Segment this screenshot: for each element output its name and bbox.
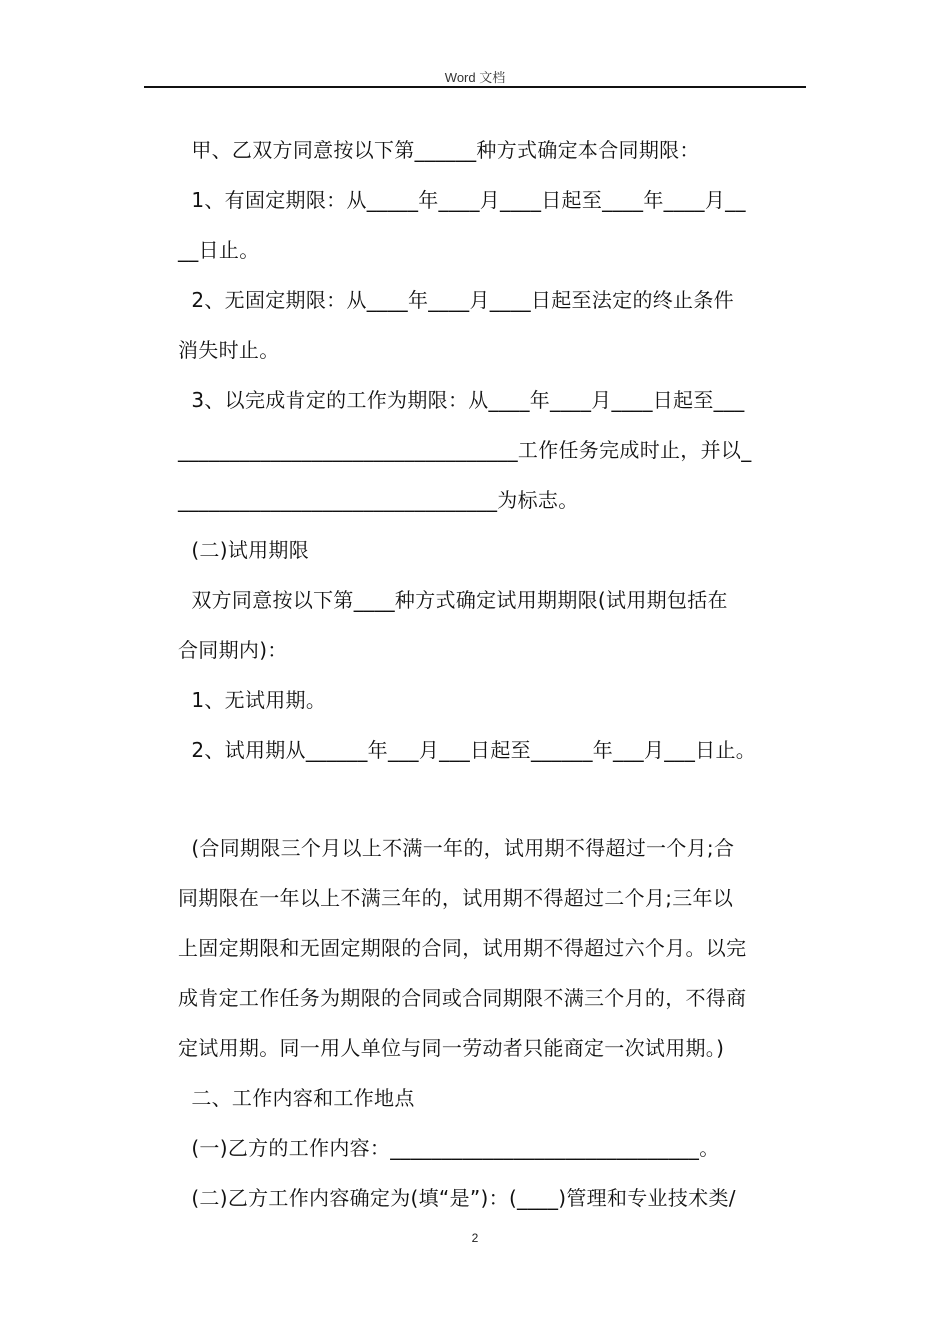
paragraph-line: _______________________________为标志。	[178, 488, 579, 512]
page-header: Word 文档	[444, 70, 506, 85]
paragraph-line: (一)乙方的工作内容：______________________________。	[178, 1136, 720, 1160]
paragraph-line: 3、以完成肯定的工作为期限：从____年____月____日起至___	[178, 388, 745, 412]
paragraph-line: (合同期限三个月以上不满一年的，试用期不得超过一个月;合	[178, 836, 735, 860]
paragraph-line: 消失时止。	[178, 338, 280, 362]
paragraph-line: 成肯定工作任务为期限的合同或合同期限不满三个月的，不得商	[178, 986, 747, 1010]
paragraph-line: 甲、乙双方同意按以下第______种方式确定本合同期限：	[178, 138, 700, 162]
paragraph-line: 上固定期限和无固定期限的合同，试用期不得超过六个月。以完	[178, 936, 747, 960]
paragraph-line: 1、无试用期。	[178, 688, 327, 712]
paragraph-line: 2、试用期从______年___月___日起至______年___月___日止。	[178, 738, 757, 762]
paragraph-line: 同期限在一年以上不满三年的，试用期不得超过二个月;三年以	[178, 886, 734, 910]
paragraph-line: 1、有固定期限：从_____年____月____日起至____年____月__	[178, 188, 746, 212]
page-number: 2	[471, 1231, 479, 1245]
paragraph-line: 定试用期。同一用人单位与同一劳动者只能商定一次试用期。)	[178, 1036, 725, 1060]
section-heading: 二、工作内容和工作地点	[178, 1086, 415, 1110]
paragraph-line: __日止。	[178, 238, 260, 262]
paragraph-line: 合同期内)：	[178, 638, 288, 662]
section-heading: (二)试用期限	[178, 538, 310, 562]
paragraph-line: 2、无固定期限：从____年____月____日起至法定的终止条件	[178, 288, 734, 312]
paragraph-line: (二)乙方工作内容确定为(填“是”)：(____)管理和专业技术类/	[178, 1186, 736, 1210]
header-divider	[144, 86, 806, 88]
paragraph-line: _________________________________工作任务完成时止，并以_	[178, 438, 752, 462]
paragraph-line: 双方同意按以下第____种方式确定试用期期限(试用期包括在	[178, 588, 728, 612]
